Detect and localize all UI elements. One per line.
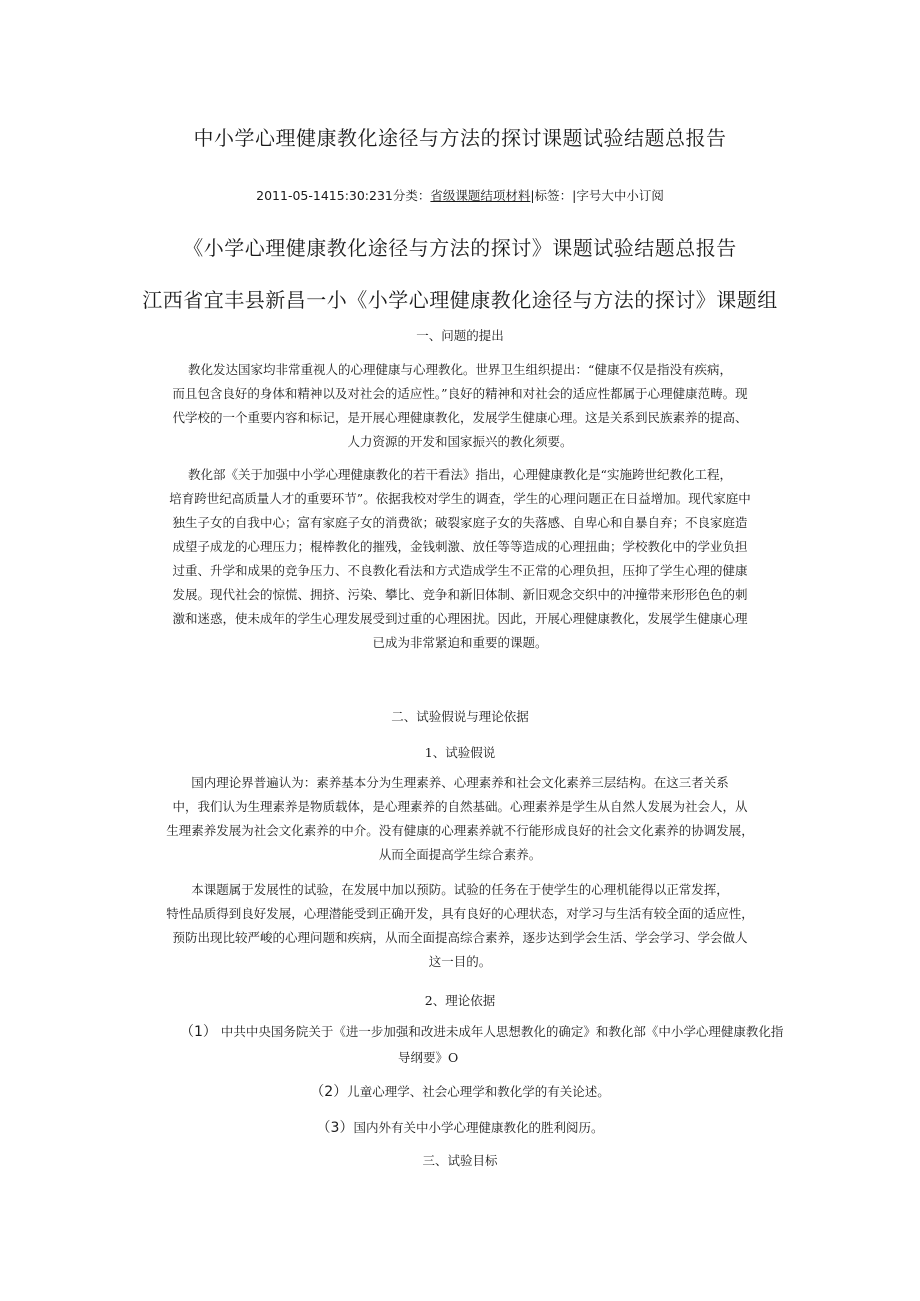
text-line: 已成为非常紧迫和重要的课题。	[372, 635, 548, 650]
section-1-paragraph-2	[160, 463, 760, 655]
tags-and-font-size: |标签：|字号大中小订阅	[530, 188, 664, 203]
text-line: 本课题属于发展性的试验，在发展中加以预防。试验的任务在于使学生的心理机能得以正常发挥，	[191, 882, 729, 897]
section-3-heading: 三、试验目标	[422, 1153, 498, 1168]
section-2-paragraph-2	[160, 878, 760, 974]
post-meta	[0, 186, 920, 204]
document-title: 中小学心理健康教化途径与方法的探讨课题试验结题总报告	[193, 126, 727, 150]
text-line: 过重、升学和成果的竞争压力、不良教化看法和方式造成学生不正常的心理负担，压抑了学生心理的健康	[172, 563, 748, 578]
report-subtitle: 《小学心理健康教化途径与方法的探讨》课题试验结题总报告	[183, 236, 737, 260]
text-line: 培育跨世纪高质量人才的重要环节”。依据我校对学生的调查，学生的心理问题正在日益增加。现代家庭中	[169, 491, 751, 506]
item-text-continued: 导纲要》O	[398, 1050, 459, 1065]
text-line: 特性品质得到良好发展，心理潜能受到正确开发，具有良好的心理状态，对学习与生活有较全面的适应性，	[166, 906, 754, 921]
text-line: 激和迷惑，使未成年的学生心理发展受到过重的心理困扰。因此，开展心理健康教化，发展学生健康心理	[172, 611, 748, 626]
text-line: 独生子女的自我中心；富有家庭子女的消费欲；破裂家庭子女的失落感、自卑心和自暴自弃；不良家庭造	[172, 515, 748, 530]
text-line: 生理素养发展为社会文化素养的中介。没有健康的心理素养就不行能形成良好的社会文化素养的协调发展，	[166, 823, 754, 838]
item-text: 国内外有关中小学心理健康教化的胜利阅历。	[353, 1120, 604, 1135]
section-2-sub-1: 1、试验假说	[424, 745, 496, 760]
text-line: 而且包含良好的身体和精神以及对社会的适应性。”良好的精神和对社会的适应性都属于心理健康范畴。现	[172, 386, 748, 401]
section-1-heading: 一、问题的提出	[416, 328, 504, 343]
section-2-heading: 二、试验假说与理论依据	[391, 709, 529, 724]
section-2-paragraph-1	[160, 771, 760, 867]
text-line: 教化部《关于加强中小学心理健康教化的若干看法》指出，心理健康教化是“实施跨世纪教化工程，	[188, 467, 732, 482]
item-number: （3）	[316, 1120, 354, 1136]
text-line: 国内理论界普遍认为：素养基本分为生理素养、心理素养和社会文化素养三层结构。在这三者关系	[191, 775, 729, 790]
category-link[interactable]: 省级课题结项材料	[430, 188, 531, 203]
text-line: 从而全面提高学生综合素养。	[378, 847, 542, 862]
basis-item-3	[0, 1117, 920, 1137]
text-line: 这一目的。	[428, 954, 492, 969]
item-text: 中共中央国务院关于《进一步加强和改进未成年人思想教化的确定》和教化部《中小学心理健康教化指	[220, 1024, 784, 1039]
basis-item-2	[0, 1081, 920, 1101]
category-label: 分类：	[392, 188, 431, 203]
item-number: （2）	[310, 1084, 348, 1100]
text-line: 预防出现比较严峻的心理问题和疾病，从而全面提高综合素养，逐步达到学会生活、学会学习、学会做人	[172, 930, 748, 945]
section-2-sub-2: 2、理论依据	[424, 993, 496, 1008]
text-line: 人力资源的开发和国家振兴的教化须要。	[347, 434, 573, 449]
post-datetime: 2011-05-1415:30:231	[256, 188, 393, 203]
text-line: 成望子成龙的心理压力；棍棒教化的摧残，金钱刺激、放任等等造成的心理扭曲；学校教化中的学业负担	[172, 539, 748, 554]
text-line: 发展。现代社会的惊慌、拥挤、污染、攀比、竞争和新旧体制、新旧观念交织中的冲撞带来形形色色的刺	[172, 587, 748, 602]
item-number: （1）	[180, 1024, 217, 1040]
basis-item-1	[180, 1019, 790, 1071]
text-line: 教化发达国家均非常重视人的心理健康与心理教化。世界卫生组织提出：“健康不仅是指没有疾病，	[188, 362, 732, 377]
item-text: 儿童心理学、社会心理学和教化学的有关论述。	[347, 1084, 610, 1099]
research-group: 江西省宜丰县新昌一小《小学心理健康教化途径与方法的探讨》课题组	[142, 288, 778, 312]
text-line: 代学校的一个重要内容和标记，是开展心理健康教化，发展学生健康心理。这是关系到民族素养的提高、	[172, 410, 748, 425]
section-1-paragraph-1	[160, 358, 760, 454]
text-line: 中，我们认为生理素养是物质载体，是心理素养的自然基础。心理素养是学生从自然人发展为社会人，从	[172, 799, 748, 814]
